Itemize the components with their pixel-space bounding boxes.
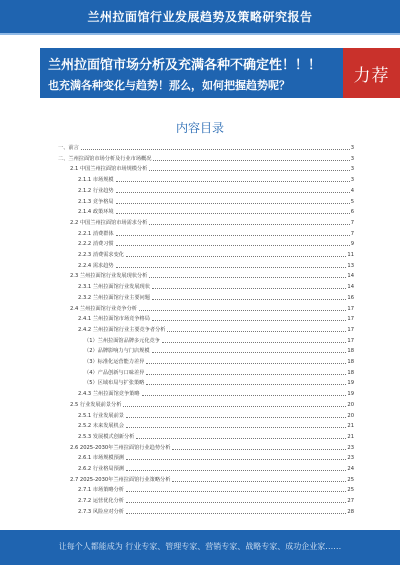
toc-row-leader	[116, 213, 350, 214]
toc-row-leader	[172, 449, 346, 450]
toc-row-label: 2.2.2 消费习惯	[78, 241, 114, 248]
promo-banner	[40, 48, 356, 98]
toc-row-leader	[152, 288, 346, 289]
toc-row[interactable]	[78, 391, 354, 398]
toc-row[interactable]	[78, 487, 354, 494]
toc-row-label: 2.7.2 运营优化分析	[78, 498, 124, 505]
toc-row-label: 2.4 兰州拉面馆行业竞争分析	[70, 305, 137, 312]
toc-row-leader	[146, 384, 346, 385]
toc-row-leader	[116, 192, 350, 193]
toc-row-leader	[116, 245, 350, 246]
toc-row-page: 11	[347, 252, 354, 258]
toc-row[interactable]	[70, 273, 354, 280]
toc-row-page: 16	[347, 294, 354, 301]
toc-row[interactable]	[78, 466, 354, 473]
toc-row-label: 2.6.2 行业格局预测	[78, 466, 124, 472]
toc-row-label: 2.5 行业发展前景分析	[70, 401, 122, 408]
toc-row-leader	[126, 427, 346, 428]
toc-row-page: 23	[347, 455, 354, 462]
toc-row-page: 14	[347, 273, 354, 280]
toc-row-page: 4	[350, 187, 354, 194]
toc-row-leader	[139, 310, 346, 311]
toc-row-label: 2.2 中国兰州拉面馆市场需求分析	[70, 219, 148, 226]
toc-row-label: 2.1.1 市场规模	[78, 177, 114, 184]
toc-row[interactable]	[78, 316, 354, 323]
toc-row[interactable]	[78, 188, 354, 195]
toc-row-page: 28	[347, 508, 354, 515]
toc-row-leader	[146, 363, 346, 364]
toc-row[interactable]	[78, 241, 354, 248]
toc-row[interactable]	[78, 209, 354, 216]
toc-row[interactable]	[58, 156, 354, 163]
toc-row[interactable]	[70, 477, 354, 484]
toc-row[interactable]	[78, 177, 354, 184]
toc-row-leader	[126, 459, 346, 460]
toc-row-page: 17	[347, 326, 354, 333]
toc-row-label: （5）区域布局与扩张策略	[84, 380, 145, 387]
toc-row-page: 17	[347, 305, 354, 312]
toc-row-leader	[153, 160, 349, 161]
toc-row[interactable]	[70, 402, 354, 409]
toc-row-leader	[116, 267, 347, 268]
toc-row-page: 23	[347, 444, 354, 451]
banner-headline: 兰州拉面馆市场分析及充满各种不确定性！！！	[48, 58, 322, 73]
toc-row-leader	[149, 224, 349, 225]
toc-row-label: 2.6.1 市场规模预测	[78, 455, 124, 462]
toc-row-page: 7	[350, 230, 354, 237]
toc-row-page: 3	[350, 145, 354, 151]
toc-row-leader	[142, 395, 347, 396]
banner-subheadline: 也充满各种变化与趋势！那么，如何把握趋势呢？	[48, 79, 290, 92]
toc-row-leader	[123, 406, 346, 407]
toc-row-label: 2.3 兰州拉面馆行业发展现状分析	[70, 273, 148, 280]
toc-row-page: 19	[347, 380, 354, 387]
toc-row-label: 2.4.3 兰州拉面馆竞争策略	[78, 391, 140, 398]
toc-row-label: 2.7.3 风险应对分析	[78, 508, 124, 515]
toc-row-leader	[116, 203, 350, 204]
toc-row[interactable]	[78, 295, 354, 302]
toc-row-leader	[167, 331, 346, 332]
toc-row-label: 2.1.3 竞争格局	[78, 198, 114, 205]
toc-row[interactable]	[78, 231, 354, 238]
toc-row-page: 25	[347, 476, 354, 483]
toc-row-leader	[126, 491, 346, 492]
toc-row[interactable]	[84, 370, 354, 377]
toc-row[interactable]	[78, 252, 354, 259]
toc-row-page: 17	[347, 316, 354, 323]
toc-row[interactable]	[84, 380, 354, 387]
footer-slogan: 让每个人都能成为 行业专家、管理专家、营销专家、战略专家、成功企业家……	[58, 542, 342, 551]
toc-row-label: 2.4.2 兰州拉面馆行业主要竞争者分析	[78, 326, 166, 333]
toc-row[interactable]	[70, 306, 354, 313]
toc-row-page: 3	[350, 155, 354, 162]
toc-row[interactable]	[78, 423, 354, 430]
toc-row-page: 19	[347, 391, 354, 398]
toc-row-leader	[146, 374, 346, 375]
toc-row-page: 3	[350, 177, 354, 184]
toc-row[interactable]	[78, 498, 354, 505]
toc-row-label: 2.7 2025-2030年兰州拉面馆行业策略分析	[70, 476, 171, 483]
toc-row[interactable]	[78, 455, 354, 462]
header-title: 兰州拉面馆行业发展趋势及策略研究报告	[87, 10, 313, 24]
toc-row-page: 14	[347, 284, 354, 291]
toc-row[interactable]	[84, 338, 354, 345]
toc-row-label: （4）产品创新与口味差异	[84, 369, 145, 376]
toc-row-leader	[116, 181, 350, 182]
toc-row-page: 20	[347, 401, 354, 408]
toc-row-page: 24	[347, 466, 354, 472]
toc-row[interactable]	[70, 166, 354, 173]
toc-row-page: 6	[350, 209, 354, 216]
toc-row[interactable]	[70, 220, 354, 227]
toc-row-label: 2.7.1 市场策略分析	[78, 487, 124, 494]
toc-row-label: 2.5.2 未来发展机会	[78, 423, 124, 430]
toc-row[interactable]	[84, 348, 354, 355]
toc-row-label: 一、前言	[58, 145, 79, 151]
toc-row-leader	[152, 299, 346, 300]
toc-row-leader	[81, 149, 350, 150]
toc-row-label: 2.6 2025-2030年兰州拉面馆行业趋势分析	[70, 444, 171, 451]
toc-row-page: 20	[347, 412, 354, 419]
toc-row-leader	[152, 352, 347, 353]
toc-row-label: 2.5.3 发展模式创新分析	[78, 433, 135, 440]
toc-row[interactable]	[70, 445, 354, 452]
toc-row-page: 5	[350, 198, 354, 205]
toc-row-leader	[126, 513, 346, 514]
toc-row[interactable]	[78, 509, 354, 516]
toc-row-page: 7	[350, 219, 354, 226]
toc-row-leader	[172, 481, 346, 482]
toc-row-page: 17	[347, 337, 354, 344]
toc-row-page: 27	[347, 498, 354, 505]
toc-row-label: 2.2.3 消费需求变化	[78, 252, 124, 258]
toc-row-page: 9	[350, 241, 354, 248]
toc-row-label: 2.1.2 行业趋势	[78, 187, 114, 194]
toc-row-label: 2.3.2 兰州拉面馆行业主要问题	[78, 294, 150, 301]
toc-row[interactable]	[84, 359, 354, 366]
toc-row-page: 25	[347, 487, 354, 494]
toc-row-page: 18	[347, 369, 354, 376]
toc-row-page: 3	[350, 166, 354, 173]
header-bar	[0, 0, 400, 35]
toc-row-label: 2.1.4 政策环境	[78, 209, 114, 216]
toc-row-label: 二、兰州拉面馆市场分析及行业市场概况	[58, 155, 152, 162]
toc-row-leader	[152, 320, 346, 321]
toc-row-leader	[126, 256, 346, 257]
toc-row-label: 2.3.1 兰州拉面馆行业发展现状	[78, 284, 150, 291]
toc-row-label: （2）品牌影响力与门店规模	[84, 348, 150, 355]
toc-row[interactable]	[78, 199, 354, 206]
toc-row-leader	[162, 342, 346, 343]
toc-row-label: 2.2.4 需求趋势	[78, 262, 114, 269]
toc-row[interactable]	[78, 327, 354, 334]
toc-row-page: 18	[347, 348, 354, 355]
toc-row[interactable]	[78, 434, 354, 441]
toc-row-page: 21	[347, 423, 354, 430]
toc-row[interactable]	[78, 413, 354, 420]
recommend-badge: 力荐	[343, 48, 400, 98]
toc-row-label: 2.2.1 消费群体	[78, 230, 114, 237]
toc-title: 内容目录	[175, 121, 224, 135]
toc-row-leader	[149, 170, 349, 171]
toc-row-label: 2.1 中国兰州拉面馆市场规模分析	[70, 166, 148, 173]
toc-row[interactable]	[78, 263, 354, 270]
toc-row-leader	[126, 470, 346, 471]
toc-row-label: （1）兰州拉面馆品牌多元化竞争	[84, 337, 160, 344]
table-of-contents	[58, 145, 354, 518]
toc-row-page: 18	[347, 359, 354, 365]
toc-row-leader	[136, 438, 346, 439]
toc-row-page: 21	[347, 433, 354, 440]
toc-row-leader	[126, 502, 346, 503]
toc-row-leader	[126, 417, 346, 418]
toc-row-label: 2.4.1 兰州拉面馆市场竞争格局	[78, 316, 150, 323]
toc-row-label: 2.5.1 行业发展前景	[78, 412, 124, 419]
toc-row[interactable]	[58, 145, 354, 152]
toc-row-leader	[116, 235, 350, 236]
toc-row-leader	[149, 277, 346, 278]
toc-row-page: 13	[347, 262, 354, 269]
toc-row[interactable]	[78, 284, 354, 291]
footer-bar	[0, 530, 400, 565]
toc-row-label: （3）标准化运营能力差异	[84, 359, 145, 365]
